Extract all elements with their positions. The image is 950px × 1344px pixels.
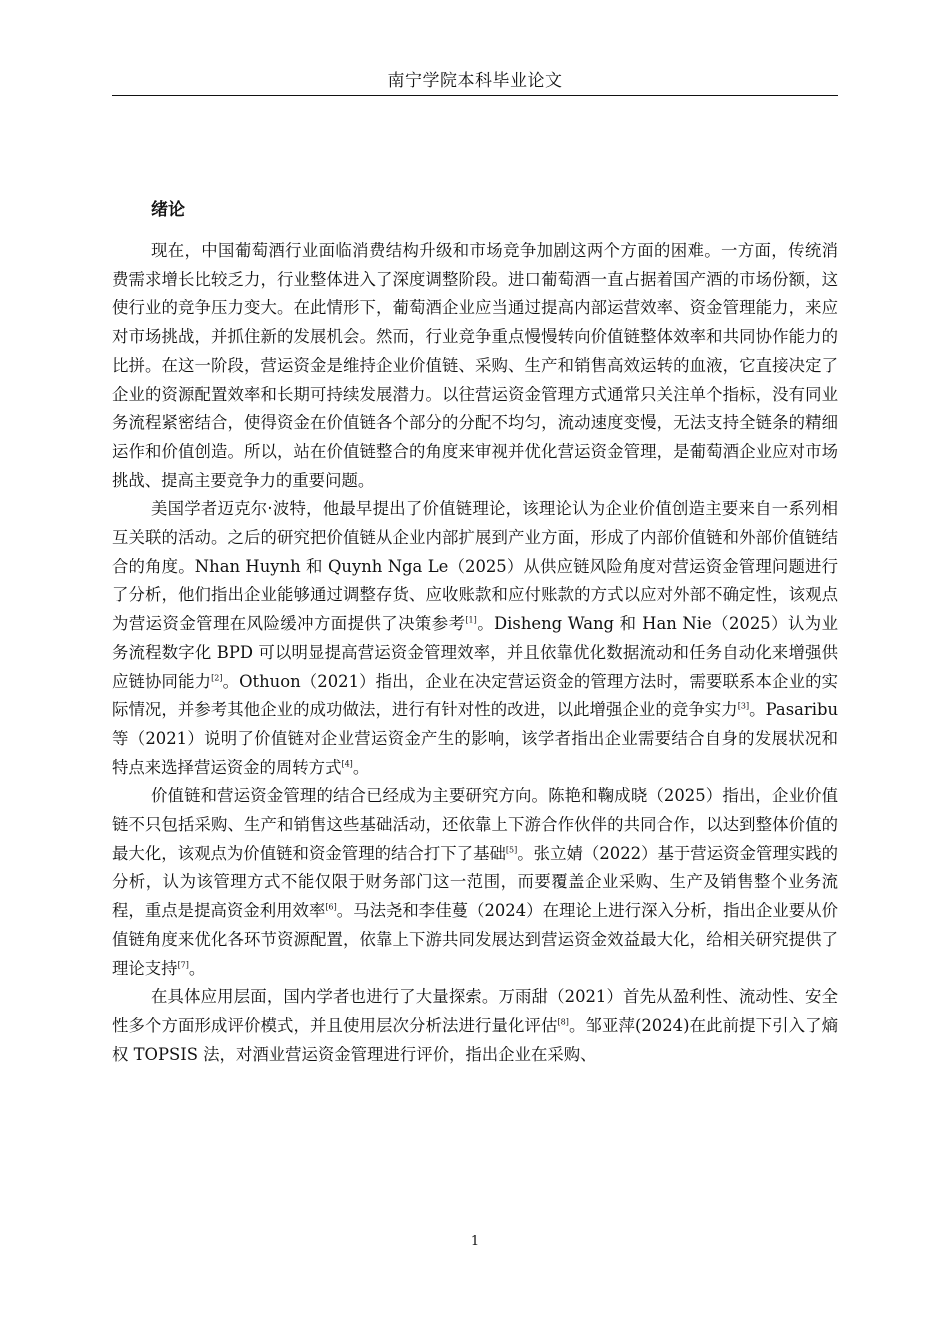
paragraph-text: 现在，中国葡萄酒行业面临消费结构升级和市场竞争加剧这两个方面的困难。一方面，传统消费需求增长比较乏力，行业整体进入了深度调整阶段。进口葡萄酒一直占据着国产酒的市场份额，这使行业的竞争压力变大。在此情形下，葡萄酒企业应当通过提高内部运营效率、资金管理能力，来应对市场挑战，并抓住新的发展机会。然而，行业竞争重点慢慢转向价值链整体效率和共同协作能力的比拼。在这一阶段，营运资金是维持企业价值链、采购、生产和销售高效运转的血液，它直接决定了企业的资源配置效率和长期可持续发展潜力。以往营运资金管理方式通常只关注单个指标，没有同业务流程紧密结合，使得资金在价值链各个部分的分配不均匀，流动速度变慢，无法支持全链条的精细运作和价值创造。所以，站在价值链整合的角度来审视并优化营运资金管理，是葡萄酒企业应对市场挑战、提高主要竞争力的重要问题。 bbox=[112, 241, 838, 490]
paragraph-text: 美国学者迈克尔·波特，他最早提出了价值链理论，该理论认为企业价值创造主要来自一系列相互关联的活动。之后的研究把价值链从企业内部扩展到产业方面，形成了内部价值链和外部价值链结合的角度。Nhan Huynh 和 Quynh Nga Le（2025）从供应链风险角度对营运资金管理问题进行了分析，他们指出企业能够通过调整存货、应收账款和应付账款的方式以应对外部不确定性，该观点为营运资金管理在风险缓冲方面提供了决策参考 bbox=[112, 499, 838, 634]
paragraph-text: 价值链和营运资金管理的结合已经成为主要研究方向。陈艳和鞠成晓（2025）指出，企业价值链不只包括采购、生产和销售这些基础活动，还依靠上下游合作伙伴的共同合作，以达到整体价值的最大化，该观点为价值链和资金管理的结合打下了基础 bbox=[112, 786, 838, 863]
section-heading: 绪论 bbox=[151, 200, 185, 220]
paragraph-text: 。张立婧（2022）基于营运资金管理实践的分析，认为该管理方式不能仅限于财务部门这一范围，而要覆盖企业采购、生产及销售整个业务流程，重点是提高资金利用效率 bbox=[112, 843, 838, 921]
paragraph bbox=[112, 782, 838, 983]
header-rule bbox=[112, 95, 838, 96]
paragraph-text: 。 bbox=[188, 958, 206, 978]
paragraph bbox=[112, 495, 838, 782]
paragraph-text: 。 bbox=[352, 757, 370, 777]
paragraph-text: 。邹亚萍(2024)在此前提下引入了熵权 TOPSIS 法，对酒业营运资金管理进行评价，指出企业在采购、 bbox=[112, 1015, 838, 1064]
paragraph-text: 。Othuon（2021）指出，企业在决定营运资金的管理方法时，需要联系本企业的实际情况，并参考其他企业的成功做法，进行有针对性的改进，以此增强企业的竞争实力 bbox=[112, 671, 838, 720]
citation-ref[interactable]: [2] bbox=[211, 673, 223, 683]
citation-ref[interactable]: [3] bbox=[737, 701, 750, 711]
body-text bbox=[112, 237, 838, 1069]
citation-ref[interactable]: [1] bbox=[465, 615, 477, 625]
paragraph-text: 。Pasaribu 等（2021）说明了价值链对企业营运资金产生的影响，该学者指出企业需要结合自身的发展状况和特点来选择营运资金的周转方式 bbox=[112, 700, 839, 777]
citation-ref[interactable]: [7] bbox=[177, 960, 189, 970]
paragraph bbox=[112, 983, 838, 1069]
running-header: 南宁学院本科毕业论文 bbox=[387, 71, 563, 91]
paragraph-text: 。马法尧和李佳蔓（2024）在理论上进行深入分析，指出企业要从价值链角度来优化各环节资源配置，依靠上下游共同发展达到营运资金效益最大化，给相关研究提供了理论支持 bbox=[112, 901, 839, 978]
paragraph-text: 。Disheng Wang 和 Han Nie（2025）认为业务流程数字化 BPD 可以明显提高营运资金管理效率，并且依靠优化数据流动和任务自动化来增强供应链协同能力 bbox=[112, 614, 838, 691]
paragraph bbox=[112, 237, 838, 495]
citation-ref[interactable]: [5] bbox=[505, 845, 518, 855]
citation-ref[interactable]: [6] bbox=[325, 902, 337, 912]
citation-ref[interactable]: [4] bbox=[341, 759, 353, 769]
page-number: 1 bbox=[470, 1234, 480, 1249]
paragraph-text: 在具体应用层面，国内学者也进行了大量探索。万雨甜（2021）首先从盈利性、流动性、安全性多个方面形成评价模式，并且使用层次分析法进行量化评估 bbox=[112, 987, 838, 1035]
citation-ref[interactable]: [8] bbox=[557, 1017, 569, 1027]
